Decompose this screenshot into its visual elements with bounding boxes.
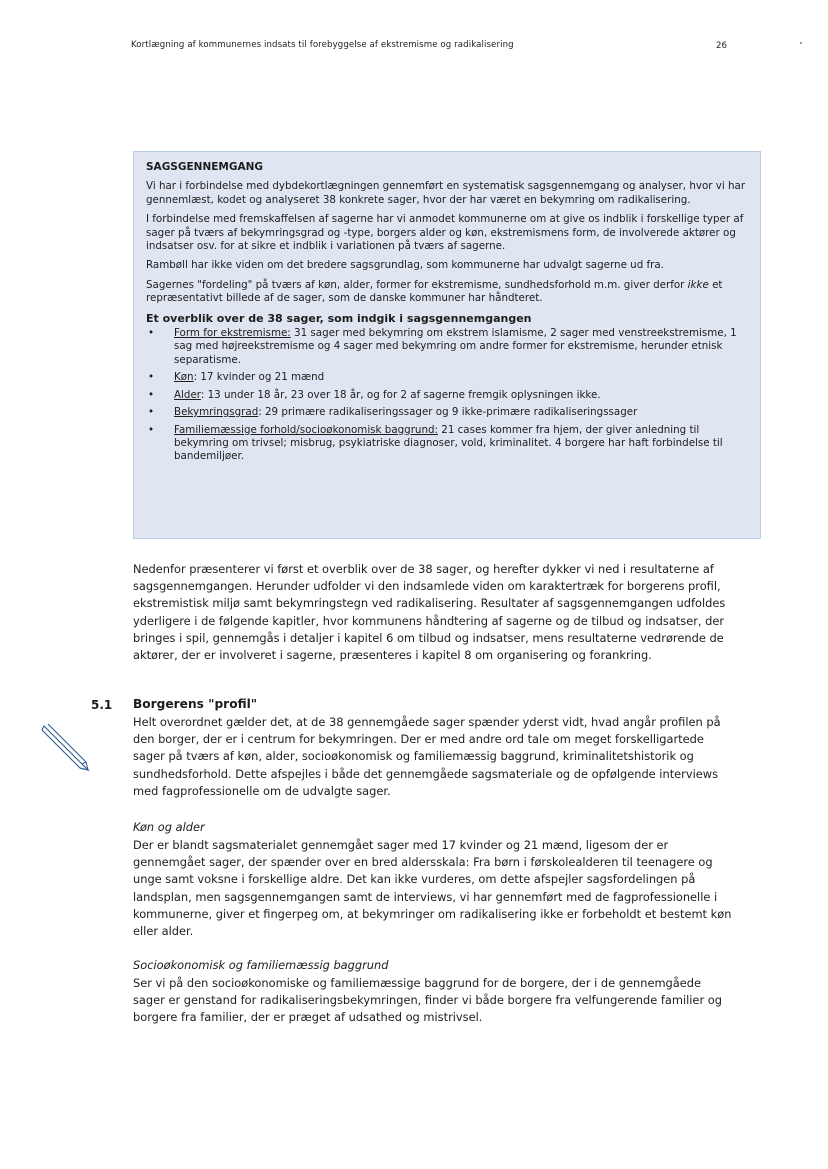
list-item: • Alder: 13 under 18 år, 23 over 18 år, og for 2 af sagerne fremgik oplysningen ikke.	[148, 388, 601, 401]
overview-list	[146, 327, 750, 464]
pencil-icon	[40, 720, 96, 776]
bullet-icon: •	[148, 327, 155, 340]
bullet-icon: •	[148, 371, 155, 384]
list-item: • Køn: 17 kvinder og 21 mænd	[148, 371, 325, 384]
box-paragraph-1: Vi har i forbindelse med dybdekortlægningen gennemført en systematisk sagsgennemgang og analyser, hvor vi har gennemlæst, kodet og analyseret 38 konkrete sager, hvor der har været en bekymring om radikalisering.	[146, 180, 746, 206]
page-number: 26	[716, 41, 727, 51]
list-item: • Bekymringsgrad: 29 primære radikaliseringssager og 9 ikke-primære radikaliseringssager	[148, 406, 638, 419]
list-item: • Form for ekstremisme: 31 sager med bekymring om ekstrem islamisme, 2 sager med venstreekstremisme, 1 sag med højreekstremisme og 4 sager med bekymring om andre former for ekstremisme, herunder etnisk separatisme.	[148, 327, 737, 366]
box-subtitle: Et overblik over de 38 sager, som indgik i sagsgennemgangen	[146, 311, 532, 325]
list-item: • Familiemæssige forhold/socioøkonomisk baggrund: 21 cases kommer fra hjem, der giver anledning til bekymring om trivsel; misbrug, psykiatriske diagnoser, vold, kriminalitet. 4 borgere har haft forbindelse til bandemiljøer.	[148, 423, 723, 463]
box-paragraph-2: I forbindelse med fremskaffelsen af sagerne har vi anmodet kommunerne om at give os indblik i forskellige typer af sager på tværs af bekymringsgrad og -type, borgers alder og køn, ekstremismens form, de involverede aktører og indsatser osv. for at sikre et indblik i variationen på tværs af sagerne.	[146, 213, 744, 253]
section-title: Borgerens "profil"	[133, 697, 258, 711]
kon-og-alder-paragraph: Der er blandt sagsmaterialet gennemgået sager med 17 kvinder og 21 mænd, ligesom der er gennemgået sager, der spænder over en bred aldersskala: Fra børn i førskolealderen til teenagere og unge samt voksne i forskellige aldre. Det kan ikke vurderes, om dette afspejler sagsfordelingen på landsplan, men sagsgennemgangen samt de interviews, vi har gennemført med de fagprofessionelle i kommunerne, giver et fingerpeg om, at bekymringer om radikalisering ikke er forbeholdt et bestemt køn eller alder.	[133, 838, 732, 939]
socioeconomic-paragraph: Ser vi på den socioøkonomiske og familiemæssige baggrund for de borgere, der i de gennemgåede sager er genstand for radikaliseringsbekymringen, finder vi både borgere fra velfungerende familier og borgere fra familier, der er præget af udsathed og mistrivsel.	[133, 976, 722, 1025]
bullet-icon: •	[148, 406, 155, 419]
bullet-icon: •	[148, 423, 155, 436]
section-paragraph: Helt overordnet gælder det, at de 38 gennemgåede sager spænder yderst vidt, hvad angår profilen på den borger, der er i centrum for bekymringen. Der er med andre ord tale om meget forskelligartede sager på tværs af køn, alder, socioøkonomisk og familiemæssig baggrund, kriminalitetshistorik og sundhedsforhold. Dette afspejles i både det gennemgåede sagsmateriale og de opfølgende interviews med fagprofessionelle om de udvalgte sager.	[133, 715, 721, 798]
box-title: SAGSGENNEMGANG	[146, 161, 264, 173]
scan-mark	[800, 42, 802, 44]
sagsgennemgang-box	[133, 151, 761, 539]
subheading-socioeconomic: Socioøkonomisk og familiemæssig baggrund	[133, 958, 389, 972]
box-paragraph-4: Sagernes "fordeling" på tværs af køn, alder, former for ekstremisme, sundhedsforhold m.m. giver derfor ikke et repræsentativt billede af de sager, som de danske kommuner har håndteret.	[146, 278, 723, 305]
bullet-icon: •	[148, 388, 155, 401]
section-number: 5.1	[91, 698, 113, 712]
subheading-kon-og-alder: Køn og alder	[133, 820, 205, 834]
page-header-title: Kortlægning af kommunernes indsats til forebyggelse af ekstremisme og radikalisering	[131, 40, 514, 50]
box-paragraph-3: Rambøll har ikke viden om det bredere sagsgrundlag, som kommunerne har udvalgt sagerne ud fra.	[146, 259, 664, 272]
intro-paragraph: Nedenfor præsenterer vi først et overblik over de 38 sager, og herefter dykker vi ned i resultaterne af sagsgennemgangen. Herunder udfolder vi den indsamlede viden om karaktertræk for borgerens profil, ekstremistisk miljø samt bekymringstegn ved radikalisering. Resultater af sagsgennemgangen udfoldes yderligere i de følgende kapitler, hvor kommunens håndtering af sagerne og de tilbud og indsatser, der bringes i spil, gennemgås i detaljer i kapitel 6 om tilbud og indsatser, mens resultaterne vedrørende de aktører, der er involveret i sagerne, præsenteres i kapitel 8 om organisering og forankring.	[133, 562, 726, 663]
